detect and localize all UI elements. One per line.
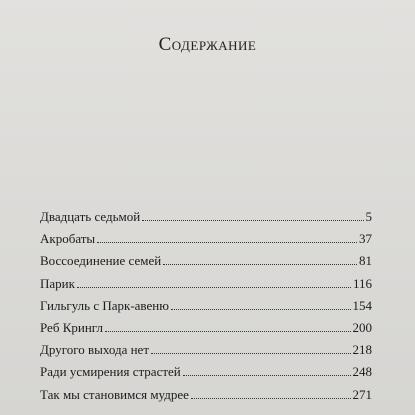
- toc-entry-title: Другого выхода нет: [40, 342, 150, 358]
- dot-leader: [105, 331, 351, 332]
- toc-entry-page: 154: [352, 297, 372, 313]
- toc-entry-title: Так мы становимся мудрее: [40, 386, 189, 402]
- dot-leader: [183, 375, 351, 376]
- toc-entry: [40, 364, 372, 386]
- toc-entry: [40, 209, 372, 231]
- toc-entry-title: Гильгуль с Парк-авеню: [40, 297, 169, 313]
- toc-entry-title: Воссоединение семей: [40, 253, 162, 269]
- toc-entry-page: 116: [352, 275, 372, 291]
- toc-entry: [40, 342, 372, 364]
- toc-entry-page: 271: [352, 386, 372, 402]
- toc-entry-page: 218: [352, 342, 372, 358]
- toc-entry-page: 81: [359, 253, 372, 269]
- toc-entry: [40, 387, 372, 409]
- toc-entry-title: Реб Крингл: [40, 319, 103, 335]
- toc-entry-title: Парик: [40, 275, 75, 291]
- dot-leader: [171, 309, 351, 310]
- toc-entry: [40, 231, 372, 253]
- dot-leader: [142, 220, 363, 221]
- page-title: Содержание: [158, 34, 257, 55]
- toc-entry-title: Акробаты: [40, 231, 96, 247]
- toc-entry-title: Ради усмирения страстей: [40, 364, 181, 380]
- toc-entry: [40, 253, 372, 275]
- toc-entry-title: Двадцать седьмой: [40, 209, 141, 224]
- toc-entry: [40, 276, 372, 298]
- dot-leader: [163, 264, 357, 265]
- dot-leader: [191, 398, 351, 399]
- dot-leader: [97, 242, 357, 243]
- dot-leader: [77, 287, 351, 288]
- dot-leader: [151, 353, 350, 354]
- toc-entry: [40, 320, 372, 342]
- toc-entry: [40, 298, 372, 320]
- toc-entry-page: 200: [352, 319, 372, 335]
- table-of-contents: [40, 209, 372, 409]
- toc-entry-page: 5: [365, 209, 372, 224]
- toc-entry-page: 248: [352, 364, 372, 380]
- toc-entry-page: 37: [359, 231, 372, 247]
